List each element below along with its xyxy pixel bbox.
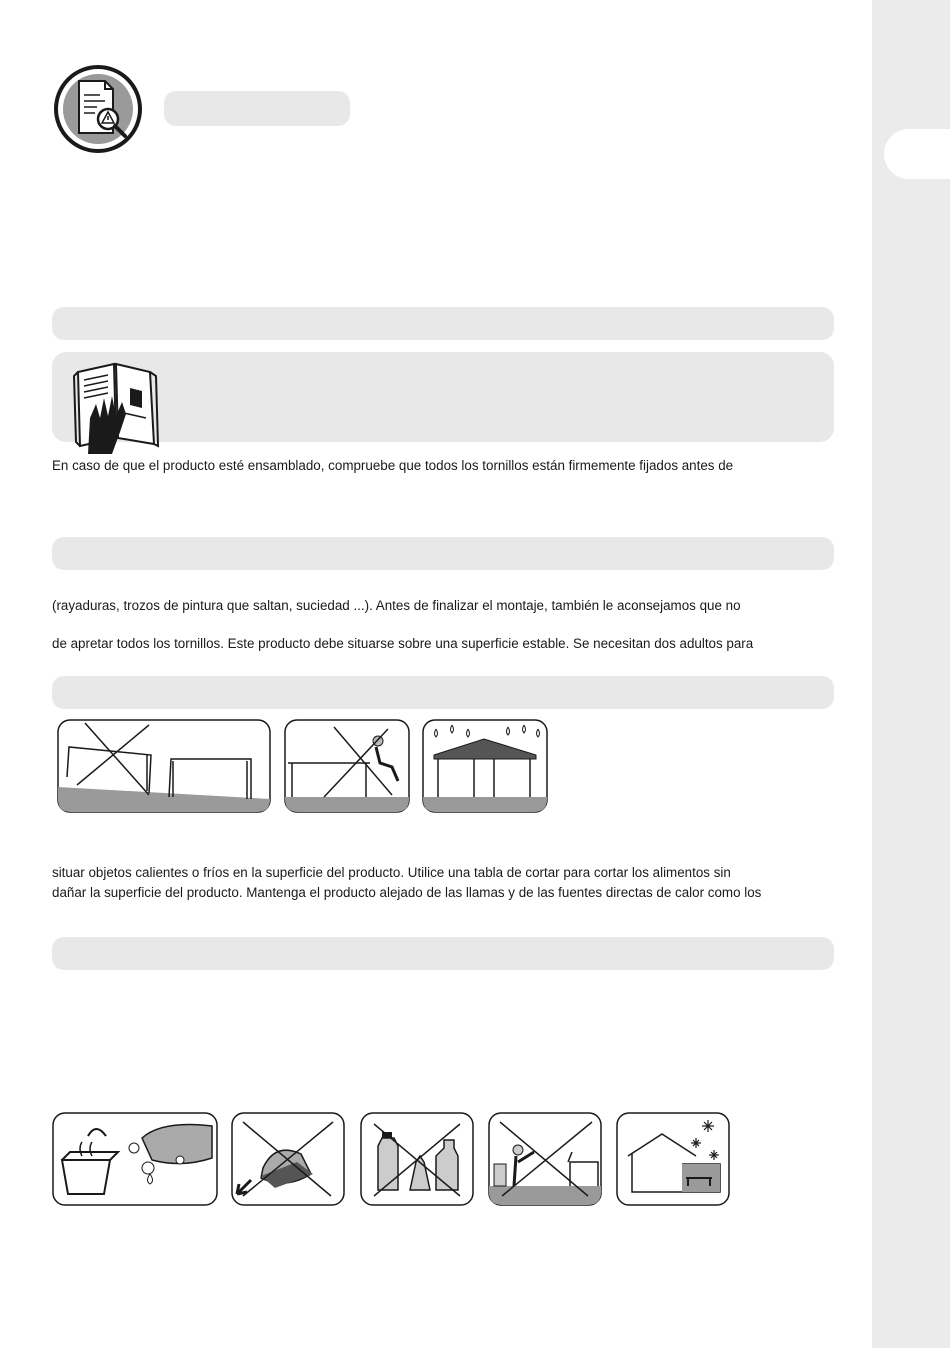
section-2-header	[52, 537, 834, 570]
use-paragraph-line-2: dañar la superficie del producto. Mantenga el producto alejado de las llamas y de las fuentes directas de calor como los	[52, 885, 762, 900]
section-3-header	[52, 676, 834, 709]
wash-with-soap-icon	[52, 1112, 218, 1206]
side-margin	[872, 0, 950, 1348]
side-tab	[884, 129, 950, 179]
no-abrasive-icon	[231, 1112, 345, 1206]
section-4-header	[52, 937, 834, 970]
notice-box	[52, 352, 834, 442]
store-in-winter-icon	[616, 1112, 730, 1206]
no-sitting-icon	[284, 719, 410, 813]
assembly-paragraph: En caso de que el producto esté ensamblado, compruebe que todos los tornillos están firmemente fijados antes de	[52, 458, 734, 473]
use-paragraph-line-1: situar objetos calientes o fríos en la superficie del producto. Utilice una tabla de cortar para cortar los alimentos sin	[52, 865, 731, 880]
read-manual-icon	[72, 358, 164, 454]
no-slope-icon	[57, 719, 271, 813]
header-title-pill	[164, 91, 350, 126]
no-pressure-washer-icon	[488, 1112, 602, 1206]
section-1-header	[52, 307, 834, 340]
manual-warning-icon	[53, 65, 143, 155]
shelter-from-rain-icon	[422, 719, 548, 813]
no-chemicals-icon	[360, 1112, 474, 1206]
installation-paragraph-line-1: (rayaduras, trozos de pintura que saltan, suciedad ...). Antes de finalizar el montaje, también le aconsejamos que no	[52, 598, 741, 613]
installation-paragraph-line-2: de apretar todos los tornillos. Este producto debe situarse sobre una superficie estable. Se necesitan dos adultos para	[52, 636, 754, 651]
